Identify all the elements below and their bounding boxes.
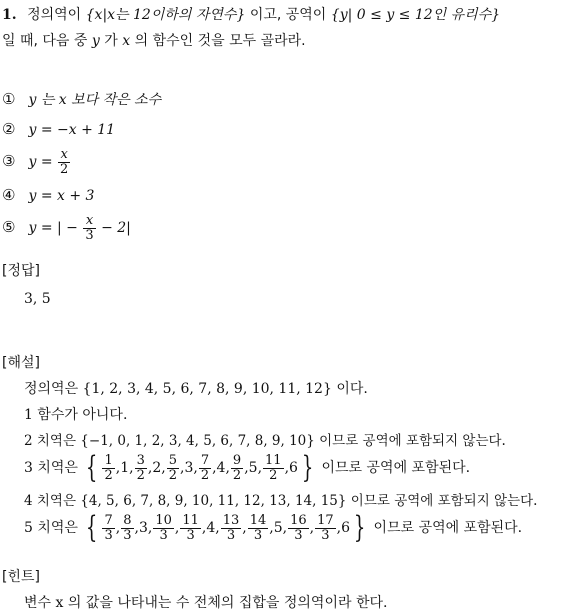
- set-fraction-numerator: 8: [123, 512, 132, 528]
- choice-2: [2, 120, 115, 139]
- choice-3-fraction: [58, 148, 70, 177]
- set-fraction: [121, 514, 133, 543]
- choice-5-numerator: x: [85, 212, 94, 228]
- choice-4-text: y = x + 3: [28, 188, 95, 204]
- question-var-y: y: [91, 33, 100, 49]
- set-separator: ,: [179, 460, 185, 476]
- set-fraction: [248, 514, 269, 543]
- explanation-line-5-set: [101, 512, 350, 543]
- question-line-1: [2, 6, 500, 24]
- open-brace: {: [86, 510, 98, 545]
- set-fraction-numerator: 7: [104, 512, 113, 528]
- set-separator: ,: [129, 460, 134, 476]
- set-separator: ,: [201, 520, 207, 536]
- set-separator: ,: [257, 460, 263, 476]
- choice-2-text: y = −x + 11: [28, 122, 116, 138]
- set-fraction-numerator: 7: [200, 452, 210, 468]
- choice-4: [2, 186, 94, 205]
- set-element: 2: [152, 460, 162, 476]
- set-fraction: [221, 514, 242, 543]
- set-fraction-denominator: 2: [232, 467, 242, 483]
- question-domain-set: {x|x는 12이하의 자연수}: [85, 7, 246, 23]
- set-separator: ,: [212, 460, 217, 476]
- set-fraction-denominator: 3: [221, 528, 242, 543]
- set-fraction: [288, 514, 309, 543]
- choice-3-lhs: y =: [28, 154, 53, 170]
- set-fraction-denominator: 3: [315, 528, 336, 543]
- choice-2-mark: ②: [2, 120, 16, 138]
- set-fraction: [231, 454, 243, 483]
- set-fraction-numerator: 1: [104, 452, 113, 468]
- set-separator: ,: [309, 520, 315, 536]
- set-fraction-denominator: 3: [248, 528, 269, 543]
- set-separator: ,: [115, 520, 121, 536]
- explanation-line-3-suffix: 이므로 공역에 포함된다.: [321, 460, 471, 476]
- set-fraction: [102, 454, 114, 483]
- set-fraction-denominator: 3: [104, 527, 113, 543]
- set-element: 3: [138, 520, 148, 536]
- question-text-codomain: 이고, 공역이: [249, 7, 327, 23]
- question-var-x: x: [122, 33, 131, 49]
- explanation-line-5: [24, 512, 522, 544]
- explanation-line-5-prefix: 5 치역은: [24, 520, 78, 536]
- set-fraction-denominator: 2: [136, 467, 145, 483]
- question-text-domain: 정의역이: [27, 7, 82, 23]
- set-element: 6: [289, 460, 298, 476]
- set-fraction-numerator: 10: [155, 512, 172, 528]
- question-text-end: 의 함수인 것을 모두 골라라.: [134, 33, 306, 49]
- set-separator: ,: [269, 520, 274, 536]
- question-number: 1.: [2, 7, 17, 23]
- answer-label: [정답]: [2, 263, 40, 279]
- question-text-ga: 가: [104, 33, 118, 49]
- set-fraction-numerator: 16: [290, 512, 307, 528]
- set-separator: ,: [147, 460, 153, 476]
- set-fraction-numerator: 9: [232, 452, 242, 468]
- choice-5-mark: ⑤: [2, 218, 16, 236]
- choice-5-fraction: [83, 214, 95, 243]
- set-element: 5: [248, 460, 258, 476]
- set-fraction: [315, 514, 336, 543]
- set-fraction-numerator: 11: [182, 512, 199, 528]
- set-separator: ,: [161, 460, 166, 476]
- set-fraction-numerator: 14: [249, 512, 267, 528]
- choice-5-rhs: − 2|: [101, 220, 131, 236]
- explanation-line-4: 4 치역은 {4, 5, 6, 7, 8, 9, 10, 11, 12, 13, 14, 15} 이므로 공역에 포함되지 않는다.: [24, 493, 538, 509]
- open-brace: {: [86, 450, 98, 485]
- set-separator: ,: [242, 520, 247, 536]
- set-separator: ,: [284, 460, 290, 476]
- explanation-line-0: 정의역은 {1, 2, 3, 4, 5, 6, 7, 8, 9, 10, 11, 12} 이다.: [24, 381, 368, 397]
- explanation-line-2: 2 치역은 {−1, 0, 1, 2, 3, 4, 5, 6, 7, 8, 9, 10} 이므로 공역에 포함되지 않는다.: [24, 433, 506, 449]
- set-fraction-denominator: 3: [180, 528, 201, 543]
- set-element: 6: [341, 520, 350, 536]
- choice-5-denominator: 3: [85, 227, 94, 243]
- set-separator: ,: [225, 460, 230, 476]
- set-fraction-numerator: 11: [265, 452, 282, 468]
- choice-3-denominator: 2: [60, 161, 69, 177]
- set-fraction-numerator: 3: [136, 452, 145, 468]
- explanation-line-3: [24, 452, 470, 484]
- set-separator: ,: [215, 520, 220, 536]
- question-codomain-set: {y| 0 ≤ y ≤ 12인 유리수}: [330, 7, 501, 23]
- choice-1: [2, 90, 161, 109]
- set-fraction: [102, 514, 114, 543]
- hint-text: 변수 x 의 값을 나타내는 수 전체의 집합을 정의역이라 한다.: [24, 595, 388, 611]
- set-fraction-denominator: 2: [168, 467, 177, 483]
- set-separator: ,: [147, 520, 153, 536]
- choice-1-text: y 는 x 보다 작은 소수: [28, 92, 162, 108]
- set-separator: ,: [134, 520, 139, 536]
- choice-1-mark: ①: [2, 90, 16, 108]
- set-fraction-numerator: 13: [222, 512, 240, 528]
- set-fraction-numerator: 17: [317, 512, 334, 528]
- explanation-line-5-suffix: 이므로 공역에 포함된다.: [373, 520, 523, 536]
- set-fraction-denominator: 2: [104, 467, 113, 483]
- question-line-2: [2, 32, 306, 50]
- set-element: 4: [206, 520, 216, 536]
- set-separator: ,: [282, 520, 288, 536]
- set-separator: ,: [115, 460, 121, 476]
- choice-4-mark: ④: [2, 186, 16, 204]
- set-separator: ,: [193, 460, 198, 476]
- set-fraction: [135, 454, 147, 483]
- set-fraction: [263, 454, 284, 483]
- set-element: 1: [120, 460, 130, 476]
- explanation-line-1: 1 함수가 아니다.: [24, 407, 128, 423]
- set-element: 3: [184, 460, 194, 476]
- set-element: 5: [273, 520, 283, 536]
- choice-5-lhs: y = | −: [28, 220, 78, 236]
- explanation-line-3-set: [101, 452, 298, 483]
- choice-3: [2, 146, 71, 177]
- answer-value: 3, 5: [24, 291, 51, 307]
- choice-3-numerator: x: [60, 146, 68, 162]
- set-fraction: [153, 514, 174, 543]
- choice-3-mark: ③: [2, 152, 16, 170]
- set-element: 4: [216, 460, 226, 476]
- set-separator: ,: [244, 460, 249, 476]
- set-fraction-denominator: 3: [153, 528, 174, 543]
- set-fraction-numerator: 5: [168, 452, 177, 468]
- close-brace: }: [353, 510, 366, 545]
- set-fraction: [199, 454, 211, 483]
- set-fraction: [167, 454, 179, 483]
- explanation-line-3-prefix: 3 치역은: [24, 460, 78, 476]
- hint-label: [힌트]: [2, 569, 40, 585]
- set-fraction-denominator: 3: [123, 527, 132, 543]
- close-brace: }: [301, 450, 314, 485]
- set-fraction: [180, 514, 201, 543]
- choice-5: [2, 212, 131, 243]
- set-fraction-denominator: 2: [200, 467, 210, 483]
- question-text-when: 일 때, 다음 중: [2, 33, 88, 49]
- set-fraction-denominator: 3: [288, 528, 309, 543]
- set-separator: ,: [174, 520, 180, 536]
- set-separator: ,: [336, 520, 342, 536]
- explanation-label: [해설]: [2, 355, 40, 371]
- set-fraction-denominator: 2: [263, 468, 284, 483]
